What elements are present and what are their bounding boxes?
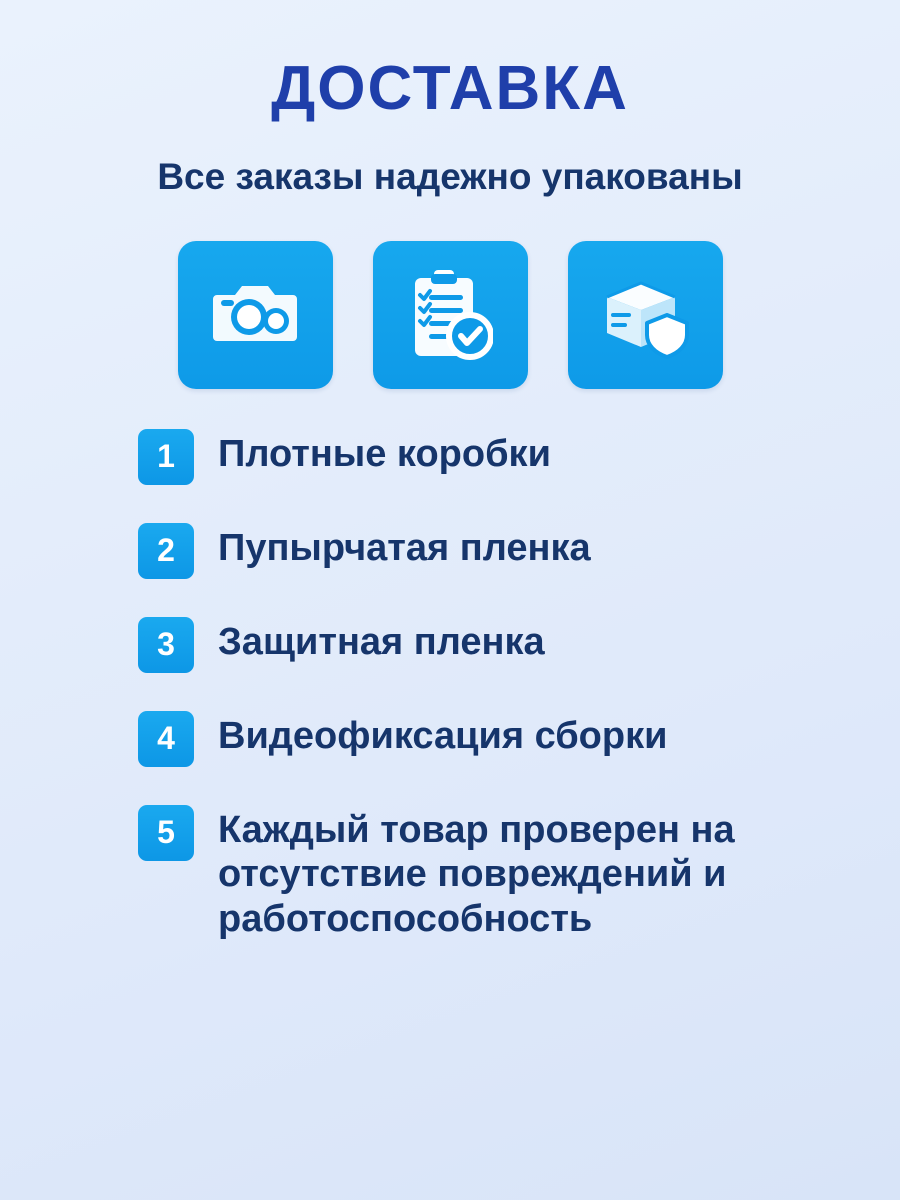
list-item-label: Плотные коробки	[218, 432, 551, 475]
list-item	[138, 523, 591, 579]
list-item-label: Каждый товар проверен на отсутствие повреждений и работоспособность	[218, 808, 735, 941]
list-item	[138, 805, 828, 942]
icon-tile-camera	[178, 241, 333, 389]
list-item-number: 2	[138, 523, 194, 579]
list-item-number: 4	[138, 711, 194, 767]
feature-list	[70, 429, 830, 942]
camera-icon	[209, 275, 301, 355]
list-item-number: 3	[138, 617, 194, 673]
list-item	[138, 429, 551, 485]
list-item-label: Защитная пленка	[218, 620, 545, 663]
clipboard-check-icon	[407, 268, 493, 362]
list-item-label: Видеофиксация сборки	[218, 714, 668, 757]
icon-tile-box-shield	[568, 241, 723, 389]
list-item-number: 5	[138, 805, 194, 861]
page-subtitle: Все заказы надежно упакованы	[157, 156, 743, 197]
icon-tile-clipboard-check	[373, 241, 528, 389]
box-shield-icon	[597, 271, 693, 359]
list-item	[138, 617, 545, 673]
list-item-label: Пупырчатая пленка	[218, 526, 591, 569]
list-item	[138, 711, 668, 767]
page-title: ДОСТАВКА	[271, 54, 629, 123]
list-item-number: 1	[138, 429, 194, 485]
icon-row	[178, 241, 723, 389]
